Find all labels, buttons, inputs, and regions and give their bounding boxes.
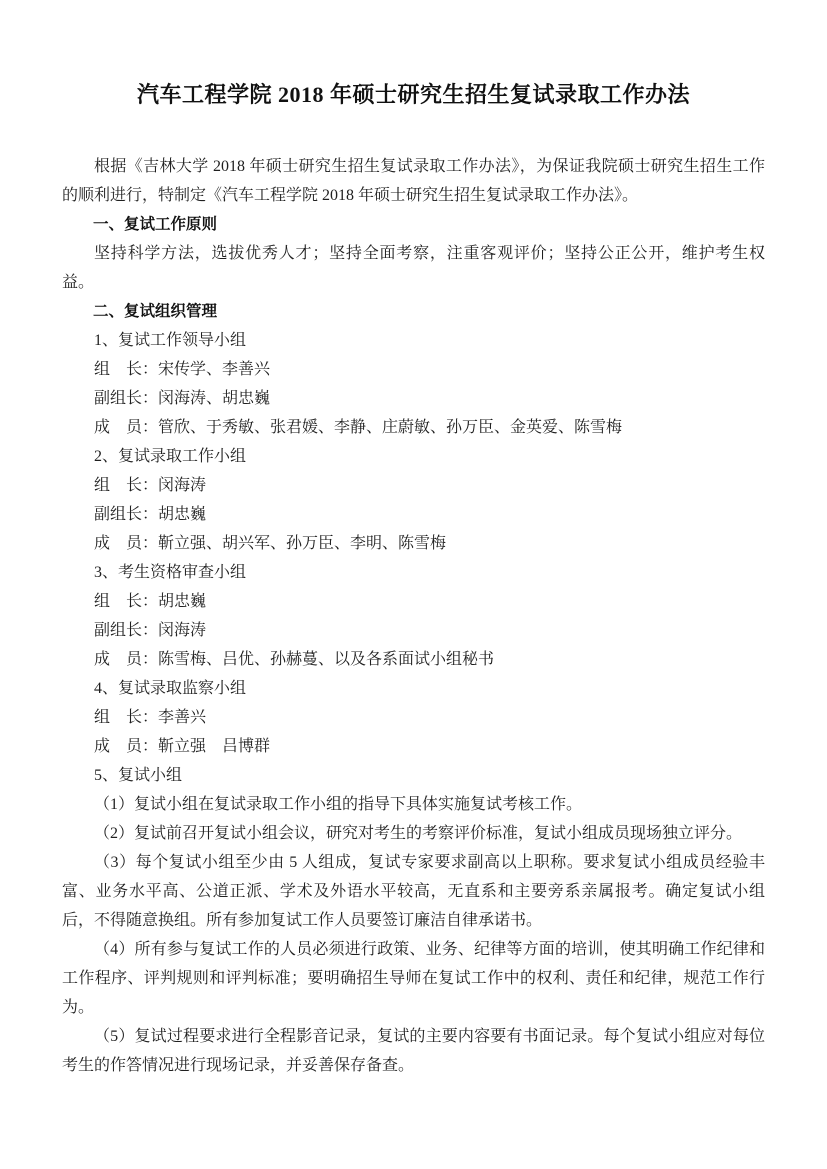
section-1-paragraph: 坚持科学方法，选拔优秀人才；坚持全面考察，注重客观评价；坚持公正公开，维护考生权益。 [62, 245, 765, 291]
group-3-members: 成 员：陈雪梅、吕优、孙赫蔓、以及各系面试小组秘书 [94, 651, 495, 668]
document-title: 汽车工程学院 2018 年硕士研究生招生复试录取工作办法 [136, 82, 690, 107]
group-1-members: 成 员：管欣、于秀敏、张君媛、李静、庄蔚敏、孙万臣、金英爱、陈雪梅 [94, 419, 623, 436]
clause-3: （3）每个复试小组至少由 5 人组成，复试专家要求副高以上职称。要求复试小组成员经验丰富、业务水平高、公道正派、学术及外语水平较高，无直系和主要旁系亲属报考。确定复试小组后，不得随意换组。所有参加复试工作人员要签订廉洁自律承诺书。 [62, 854, 765, 929]
group-1-deputy-leader: 副组长：闵海涛、胡忠巍 [94, 390, 271, 407]
clause-2: （2）复试前召开复试小组会议，研究对考生的考察评价标准，复试小组成员现场独立评分。 [94, 825, 743, 842]
group-2-title: 2、复试录取工作小组 [94, 448, 247, 465]
section-1-heading: 一、复试工作原则 [93, 216, 218, 233]
group-3-title: 3、考生资格审查小组 [94, 564, 247, 581]
group-3-deputy-leader: 副组长：闵海涛 [94, 622, 207, 639]
group-4-leader: 组 长：李善兴 [94, 709, 207, 726]
clause-4: （4）所有参与复试工作的人员必须进行政策、业务、纪律等方面的培训，使其明确工作纪律和工作程序、评判规则和评判标准；要明确招生导师在复试工作中的权利、责任和纪律，规范工作行为。 [62, 941, 765, 1016]
group-4-title: 4、复试录取监察小组 [94, 680, 247, 697]
group-1-title: 1、复试工作领导小组 [94, 332, 247, 349]
group-3-leader: 组 长：胡忠巍 [94, 593, 207, 610]
section-2-heading: 二、复试组织管理 [93, 303, 218, 320]
group-5-title: 5、复试小组 [94, 767, 183, 784]
group-2-deputy-leader: 副组长：胡忠巍 [94, 506, 207, 523]
group-2-leader: 组 长：闵海涛 [94, 477, 207, 494]
group-2-members: 成 员：靳立强、胡兴军、孙万臣、李明、陈雪梅 [94, 535, 447, 552]
intro-paragraph: 根据《吉林大学 2018 年硕士研究生招生复试录取工作办法》，为保证我院硕士研究生招生工作的顺利进行，特制定《汽车工程学院 2018 年硕士研究生招生复试录取工作办法》。 [62, 158, 765, 204]
clause-5: （5）复试过程要求进行全程影音记录，复试的主要内容要有书面记录。每个复试小组应对每位考生的作答情况进行现场记录，并妥善保存备查。 [62, 1028, 765, 1074]
group-4-members: 成 员：靳立强 吕博群 [94, 738, 271, 755]
clause-1: （1）复试小组在复试录取工作小组的指导下具体实施复试考核工作。 [94, 796, 583, 813]
group-1-leader: 组 长：宋传学、李善兴 [94, 361, 271, 378]
